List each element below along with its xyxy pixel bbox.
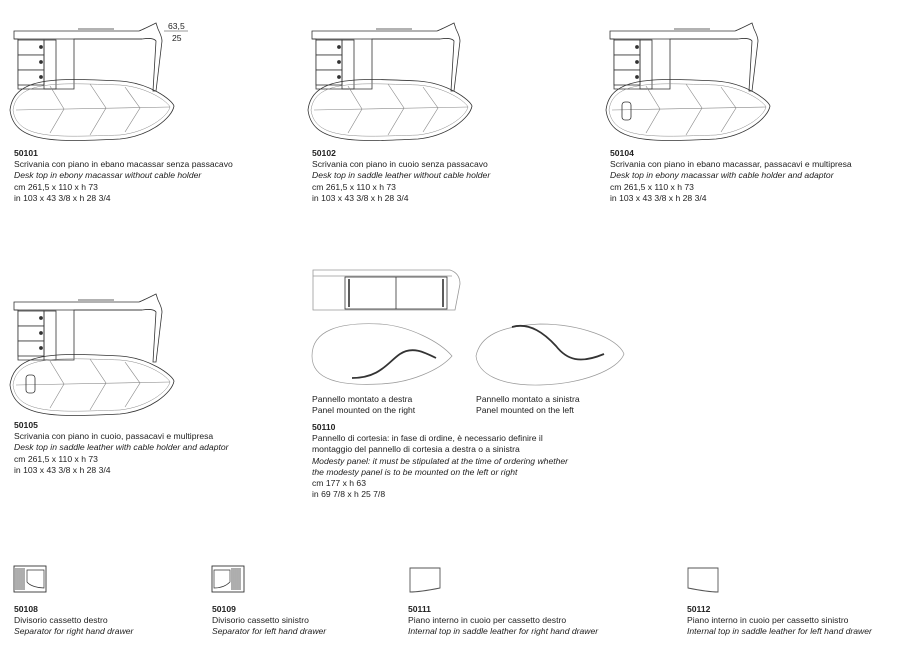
product-name-it: Piano interno in cuoio per cassetto destro (408, 615, 567, 626)
product-code: 50111 (408, 604, 431, 614)
panel-en-line2: the modesty panel is to be mounted on the left or right (312, 466, 518, 477)
product-name-en: Internal top in saddle leather for right hand drawer (408, 626, 599, 637)
separator-right-drawing (14, 566, 46, 592)
product-size-in: in 103 x 43 3/8 x h 28 3/4 (610, 192, 707, 203)
accessory-50111-description (408, 604, 598, 638)
panel-left-plan (476, 324, 624, 385)
product-name-it: Scrivania con piano in cuoio, passacavi e multipresa (14, 431, 214, 442)
product-code: 50104 (610, 148, 634, 158)
product-size-cm: cm 261,5 x 110 x h 73 (14, 453, 98, 464)
product-size-in: in 69 7/8 x h 25 7/8 (312, 489, 386, 500)
product-name-en: Desk top in ebony macassar with cable holder and adaptor (610, 170, 834, 181)
product-size-in: in 103 x 43 3/8 x h 28 3/4 (312, 192, 409, 203)
product-size-cm: cm 261,5 x 110 x h 73 (14, 181, 98, 192)
product-name-en: Desk top in ebony macassar without cable holder (14, 170, 202, 181)
accessory-50109-description (212, 604, 326, 638)
panel-right-caption (312, 394, 415, 416)
panel-left-en: Panel mounted on the left (476, 405, 574, 416)
product-name-it: Divisorio cassetto sinistro (212, 615, 309, 626)
product-code: 50112 (687, 604, 711, 614)
desk-50102-elevation (312, 23, 460, 91)
product-name-it: Piano interno in cuoio per cassetto sinistro (687, 615, 849, 626)
modesty-panel-elevation (313, 270, 460, 310)
accessory-50108-description (14, 604, 133, 638)
product-50101-description (14, 148, 233, 204)
product-50102-description (312, 148, 490, 204)
product-size-cm: cm 261,5 x 110 x h 73 (610, 181, 694, 192)
product-code: 50105 (14, 420, 38, 430)
panel-left-caption (476, 394, 580, 416)
dimension-note-bottom: 25 (172, 33, 182, 43)
accessory-50112-description (687, 604, 872, 638)
internal-top-right-drawing (410, 568, 440, 592)
panel-right-en: Panel mounted on the right (312, 405, 416, 416)
product-50110-description (312, 422, 568, 500)
product-name-en: Internal top in saddle leather for left hand drawer (687, 626, 872, 637)
desk-50101-elevation (14, 23, 188, 91)
product-name-it: Divisorio cassetto destro (14, 615, 108, 626)
product-size-cm: cm 261,5 x 110 x h 73 (312, 181, 396, 192)
panel-left-it: Pannello montato a sinistra (476, 394, 580, 404)
product-name-it: Scrivania con piano in ebano macassar senza passacavo (14, 159, 233, 170)
panel-en-line1: Modesty panel: it must be stipulated at the time of ordering whether (312, 455, 569, 466)
panel-it-line2: montaggio del pannello di cortesia a destra o a sinistra (312, 444, 520, 455)
product-code: 50109 (212, 604, 236, 614)
desk-50105-elevation (14, 294, 162, 362)
product-size-in: in 103 x 43 3/8 x h 28 3/4 (14, 464, 111, 475)
desk-50104-elevation (610, 23, 758, 91)
dimension-note-top: 63,5 (168, 21, 185, 31)
product-name-en: Desk top in saddle leather with cable holder and adaptor (14, 442, 229, 453)
product-code: 50102 (312, 148, 336, 158)
desk-50105-plan (10, 354, 174, 415)
product-size-in: in 103 x 43 3/8 x h 28 3/4 (14, 192, 111, 203)
product-code: 50110 (312, 422, 336, 432)
product-50104-description (610, 148, 852, 204)
product-code: 50108 (14, 604, 38, 614)
separator-left-drawing (212, 566, 244, 592)
product-name-en: Separator for left hand drawer (212, 626, 327, 637)
product-50105-description (14, 420, 229, 476)
product-name-it: Scrivania con piano in cuoio senza passacavo (312, 159, 488, 170)
product-name-en: Desk top in saddle leather without cable holder (312, 170, 491, 181)
product-name-it: Scrivania con piano in ebano macassar, passacavi e multipresa (610, 159, 852, 170)
product-size-cm: cm 177 x h 63 (312, 478, 366, 489)
panel-right-plan (312, 324, 452, 385)
product-name-en: Separator for right hand drawer (14, 626, 134, 637)
product-code: 50101 (14, 148, 38, 158)
panel-right-it: Pannello montato a destra (312, 394, 413, 404)
panel-it-line1: Pannello di cortesia: in fase di ordine, è necessario definire il (312, 433, 543, 444)
internal-top-left-drawing (688, 568, 718, 592)
